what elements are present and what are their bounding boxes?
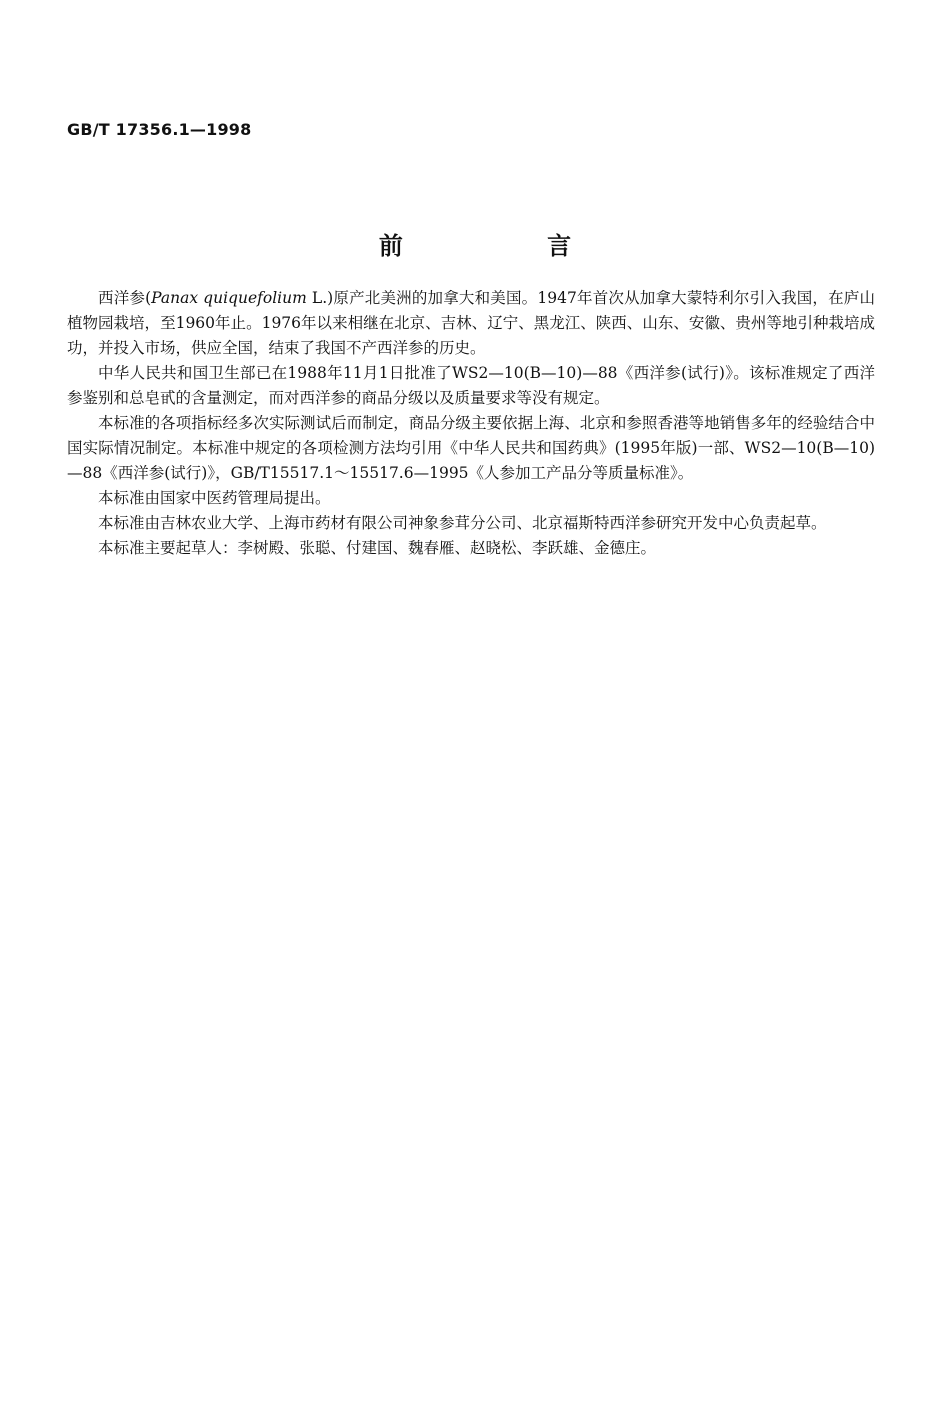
paragraph-origin <box>67 286 875 361</box>
paragraph-standard-basis: 本标准的各项指标经多次实际测试后而制定，商品分级主要依据上海、北京和参照香港等地销售多年的经验结合中国实际情况制定。本标准中规定的各项检测方法均引用《中华人民共和国药典》(1995年版)一部、WS2—10(B—10)—88《西洋参(试行)》，GB/T15517.1～15517.6—1995《人参加工产品分等质量标准》。 <box>67 414 875 482</box>
latin-species-name: Panax quiquefolium <box>151 289 307 307</box>
paragraph-drafting-units: 本标准由吉林农业大学、上海市药材有限公司神象参茸分公司、北京福斯特西洋参研究开发中心负责起草。 <box>98 514 827 532</box>
paragraph-origin-after: L.)原产北美洲的加拿大和美国。1947年首次从加拿大蒙特利尔引入我国，在庐山植物园栽培，至1960年止。1976年以来相继在北京、吉林、辽宁、黑龙江、陕西、山东、安徽、贵州等地引种栽培成功，并投入市场，供应全国，结束了我国不产西洋参的历史。 <box>67 289 875 357</box>
paragraph-ministry-approval: 中华人民共和国卫生部已在1988年11月1日批准了WS2—10(B—10)—88《西洋参(试行)》。该标准规定了西洋参鉴别和总皂甙的含量测定，而对西洋参的商品分级以及质量要求等没有规定。 <box>67 364 875 407</box>
paragraph-proposer: 本标准由国家中医药管理局提出。 <box>98 489 331 507</box>
foreword-body <box>67 286 875 561</box>
standard-code: GB/T 17356.1—1998 <box>67 120 252 139</box>
paragraph-origin-before: 西洋参( <box>98 289 152 307</box>
paragraph-drafters: 本标准主要起草人：李树殿、张聪、付建国、魏春雁、赵晓松、李跃雄、金德庄。 <box>98 539 657 557</box>
page-title: 前 言 <box>378 232 640 260</box>
